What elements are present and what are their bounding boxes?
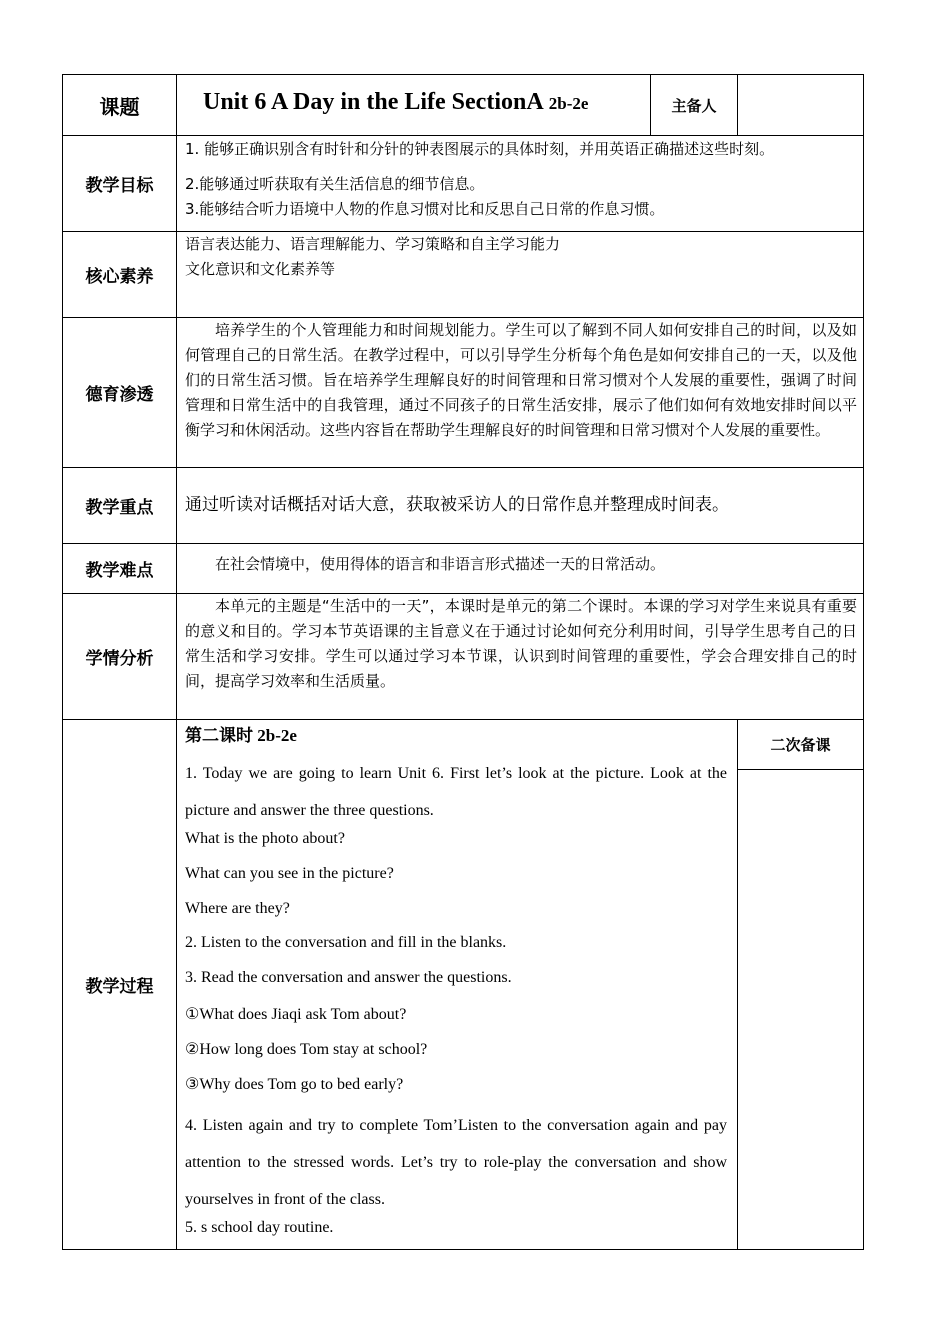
key-label: 教学重点: [85, 497, 154, 518]
difficulty-label: 教学难点: [85, 560, 154, 581]
process-step: 1. Today we are going to learn Unit 6. First let’s look at the picture. Look at the picture and answer the three questions.: [185, 765, 727, 819]
process-question: What can you see in the picture?: [185, 865, 394, 882]
objective-item: 1. 能够正确识别含有时针和分针的钟表图展示的具体时刻，并用英语正确描述这些时刻。: [185, 140, 775, 158]
process-step: 5. s school day routine.: [185, 1219, 334, 1236]
core-line: 语言表达能力、语言理解能力、学习策略和自主学习能力: [185, 235, 561, 253]
objective-item: 2.能够通过听获取有关生活信息的细节信息。: [185, 175, 485, 193]
row-divider: [63, 467, 863, 468]
side-divider: [737, 769, 863, 770]
process-step: 4. Listen again and try to complete Tom’Listen to the conversation again and pay attention to the stressed words. Let’s try to role-play the conversation and show yourselves in front of the class.: [185, 1117, 727, 1208]
process-heading-cn: 第二课时: [185, 726, 253, 746]
title-main: Unit 6 A Day in the Life SectionA: [203, 89, 544, 115]
lesson-title: [203, 89, 588, 116]
process-heading: [185, 721, 727, 746]
process-step: 3. Read the conversation and answer the questions.: [185, 969, 512, 986]
core-label: 核心素养: [85, 266, 154, 287]
objective-item: 3.能够结合听力语境中人物的作息习惯对比和反思自己日常的作息习惯。: [185, 200, 665, 218]
side-column-divider: [737, 719, 738, 1249]
label-column-divider: [176, 75, 177, 1249]
process-question: ②How long does Tom stay at school?: [185, 1041, 428, 1058]
preparer-label: 主备人: [671, 96, 717, 115]
preparer-value: [738, 75, 863, 135]
moral-label: 德育渗透: [85, 384, 154, 405]
process-question: ③Why does Tom go to bed early?: [185, 1076, 404, 1093]
process-question: What is the photo about?: [185, 830, 345, 847]
process-question: Where are they?: [185, 900, 290, 917]
analysis-text: 本单元的主题是“生活中的一天”，本课时是单元的第二个课时。本课的学习对学生来说具有重要的意义和目的。学习本节英语课的主旨意义在于通过讨论如何充分利用时间，引导学生思考自己的日常生活和学习安排。学生可以通过学习本节课，认识到时间管理的重要性，学会合理安排自己的时间，提高学习效率和生活质量。: [185, 597, 857, 690]
second-prep-label: 二次备课: [770, 735, 831, 754]
title-sub: 2b-2e: [548, 94, 589, 113]
process-heading-en: 2b-2e: [257, 726, 297, 745]
process-question: ①What does Jiaqi ask Tom about?: [185, 1006, 407, 1023]
key-text: 通过听读对话概括对话大意，获取被采访人的日常作息并整理成时间表。: [185, 495, 729, 515]
row-divider: [63, 135, 863, 136]
core-line: 文化意识和文化素养等: [185, 260, 336, 278]
difficulty-text: 在社会情境中，使用得体的语言和非语言形式描述一天的日常活动。: [215, 555, 666, 573]
analysis-label: 学情分析: [85, 648, 154, 669]
row-divider: [63, 543, 863, 544]
process-step: 2. Listen to the conversation and fill in the blanks.: [185, 934, 507, 951]
lesson-plan-table: [62, 74, 864, 1250]
topic-label: 课题: [99, 94, 140, 119]
process-label: 教学过程: [85, 976, 154, 997]
moral-text: 培养学生的个人管理能力和时间规划能力。学生可以了解到不同人如何安排自己的时间，以及如何管理自己的日常生活。在教学过程中，可以引导学生分析每个角色是如何安排自己的一天，以及他们的日常生活习惯。旨在培养学生理解良好的时间管理和日常习惯对个人发展的重要性，强调了时间管理和日常生活中的自我管理，通过不同孩子的日常生活安排，展示了他们如何有效地安排时间以平衡学习和休闲活动。这些内容旨在帮助学生理解良好的时间管理和日常习惯对个人发展的重要性。: [185, 321, 857, 439]
objectives-label: 教学目标: [85, 175, 154, 196]
